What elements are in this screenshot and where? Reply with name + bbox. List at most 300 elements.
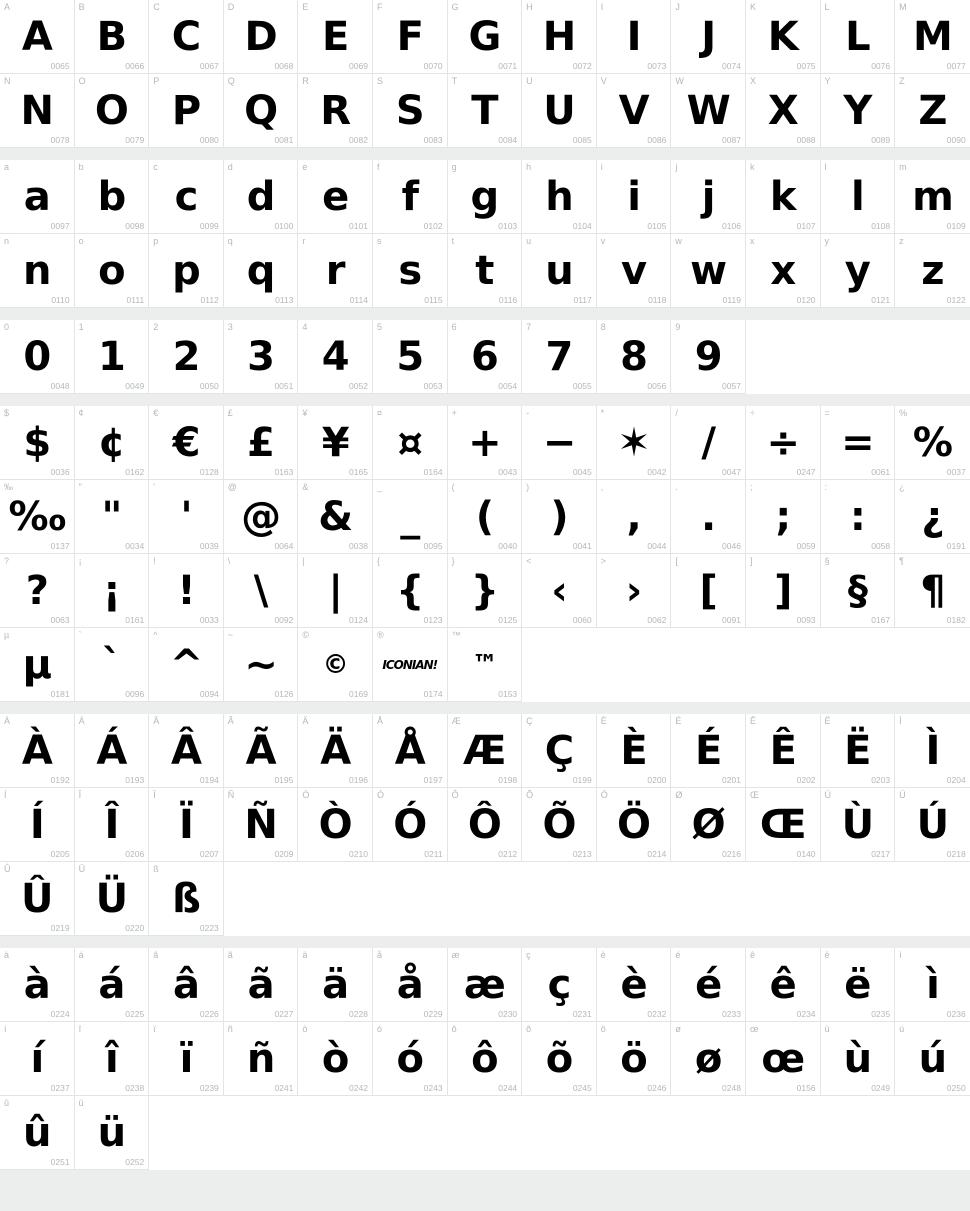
glyph-preview: ' — [180, 493, 192, 540]
glyph-cell[interactable] — [224, 406, 299, 480]
glyph-cell[interactable] — [821, 160, 896, 234]
glyph-code-label: 0251 — [50, 1157, 70, 1167]
glyph-cell[interactable] — [75, 234, 150, 308]
glyph-cell[interactable] — [75, 0, 150, 74]
glyph-cell[interactable] — [149, 948, 224, 1022]
glyph-cell[interactable] — [821, 234, 896, 308]
glyph-cell[interactable] — [522, 234, 597, 308]
glyph-cell[interactable] — [75, 628, 150, 702]
glyph-cell[interactable] — [671, 788, 746, 862]
glyph-preview: 8 — [620, 333, 647, 380]
glyph-preview: ¤ — [397, 419, 422, 466]
glyph-code-label: 0167 — [871, 615, 891, 625]
glyph-code-label: 0212 — [498, 849, 518, 859]
glyph-code-label: 0193 — [125, 775, 145, 785]
glyph-code-label: 0228 — [349, 1009, 368, 1019]
glyph-char-label: ä — [302, 950, 308, 960]
glyph-cell[interactable] — [0, 788, 75, 862]
glyph-char-label: L — [824, 2, 830, 12]
glyph-cell[interactable] — [149, 788, 224, 862]
glyph-cell[interactable] — [821, 406, 896, 480]
glyph-cell[interactable] — [671, 406, 746, 480]
glyph-cell[interactable] — [746, 74, 821, 148]
glyph-cell[interactable] — [522, 788, 597, 862]
glyph-cell[interactable] — [821, 788, 896, 862]
glyph-cell[interactable] — [298, 320, 373, 394]
glyph-cell[interactable] — [75, 480, 150, 554]
glyph-cell[interactable] — [224, 74, 299, 148]
glyph-cell[interactable] — [224, 234, 299, 308]
glyph-cell[interactable] — [522, 406, 597, 480]
glyph-cell[interactable] — [671, 1022, 746, 1096]
glyph-cell[interactable] — [373, 480, 448, 554]
glyph-cell[interactable] — [597, 1022, 672, 1096]
glyph-cell[interactable] — [75, 160, 150, 234]
glyph-cell[interactable] — [746, 160, 821, 234]
glyph-cell[interactable] — [149, 74, 224, 148]
glyph-preview: ø — [694, 1035, 722, 1082]
glyph-char-label: ' — [153, 482, 155, 492]
glyph-cell[interactable] — [895, 948, 970, 1022]
glyph-cell[interactable] — [298, 74, 373, 148]
glyph-cell[interactable] — [448, 628, 523, 702]
glyph-cell[interactable] — [224, 160, 299, 234]
glyph-cell[interactable] — [0, 320, 75, 394]
glyph-cell[interactable] — [298, 234, 373, 308]
glyph-char-label: U — [526, 76, 533, 86]
glyph-preview: Ü — [95, 875, 128, 922]
glyph-code-label: 0121 — [871, 295, 891, 305]
glyph-cell[interactable] — [149, 320, 224, 394]
glyph-char-label: ú — [899, 1024, 905, 1034]
glyph-code-label: 0119 — [722, 295, 741, 305]
glyph-preview: û — [23, 1109, 51, 1156]
glyph-cell[interactable] — [0, 714, 75, 788]
glyph-preview: € — [172, 419, 200, 466]
glyph-cell[interactable] — [149, 406, 224, 480]
glyph-cell[interactable] — [895, 1022, 970, 1096]
glyph-cell[interactable] — [0, 406, 75, 480]
glyph-char-label: Å — [376, 716, 383, 726]
glyph-cell[interactable] — [298, 948, 373, 1022]
glyph-char-label: Ë — [824, 716, 831, 726]
glyph-preview: Á — [96, 727, 127, 774]
glyph-preview: 4 — [321, 333, 349, 380]
glyph-char-label: t — [451, 236, 455, 246]
glyph-cell[interactable] — [0, 1022, 75, 1096]
glyph-char-label: | — [302, 556, 305, 566]
glyph-code-label: 0059 — [796, 541, 816, 551]
glyph-preview: Å — [394, 727, 425, 774]
glyph-char-label: + — [451, 408, 457, 418]
glyph-char-label: î — [78, 1024, 82, 1034]
glyph-cell[interactable] — [448, 74, 523, 148]
glyph-code-label: 0061 — [871, 467, 891, 477]
glyph-code-label: 0249 — [871, 1083, 891, 1093]
glyph-cell[interactable] — [522, 160, 597, 234]
glyph-cell[interactable] — [821, 0, 896, 74]
glyph-cell[interactable] — [522, 320, 597, 394]
glyph-cell[interactable] — [821, 554, 896, 628]
glyph-cell[interactable] — [373, 0, 448, 74]
glyph-char-label: " — [78, 482, 82, 492]
glyph-code-label: 0062 — [647, 615, 667, 625]
glyph-preview: + — [468, 419, 501, 466]
glyph-cell[interactable] — [149, 480, 224, 554]
glyph-cell[interactable] — [821, 948, 896, 1022]
glyph-char-label: € — [153, 408, 159, 418]
glyph-cell[interactable] — [746, 714, 821, 788]
glyph-preview: ? — [25, 567, 48, 614]
glyph-cell[interactable] — [0, 480, 75, 554]
glyph-cell[interactable] — [597, 234, 672, 308]
glyph-cell[interactable] — [522, 554, 597, 628]
glyph-code-label: 0079 — [125, 135, 145, 145]
glyph-preview: x — [770, 247, 796, 294]
glyph-cell[interactable] — [448, 0, 523, 74]
glyph-cell[interactable] — [298, 1022, 373, 1096]
glyph-cell[interactable] — [149, 1022, 224, 1096]
glyph-cell[interactable] — [298, 788, 373, 862]
glyph-preview: V — [618, 87, 649, 134]
glyph-cell[interactable] — [746, 0, 821, 74]
glyph-cell[interactable] — [373, 788, 448, 862]
glyph-cell[interactable] — [75, 320, 150, 394]
glyph-char-label: Ò — [302, 790, 310, 800]
glyph-cell[interactable] — [298, 0, 373, 74]
glyph-code-label: 0229 — [423, 1009, 443, 1019]
glyph-cell[interactable] — [895, 234, 970, 308]
glyph-preview: © — [322, 649, 348, 680]
glyph-cell[interactable] — [671, 714, 746, 788]
glyph-preview: Ò — [318, 801, 352, 848]
glyph-code-label: 0252 — [125, 1157, 145, 1167]
glyph-cell[interactable] — [224, 628, 299, 702]
glyph-block-lowercase-latin — [0, 160, 970, 308]
glyph-cell[interactable] — [298, 554, 373, 628]
glyph-cell[interactable] — [373, 714, 448, 788]
glyph-char-label: õ — [526, 1024, 532, 1034]
glyph-cell[interactable] — [448, 320, 523, 394]
glyph-preview: % — [912, 419, 952, 466]
glyph-code-label: 0116 — [498, 295, 518, 305]
glyph-cell[interactable] — [895, 554, 970, 628]
glyph-cell[interactable] — [224, 320, 299, 394]
glyph-char-label: b — [78, 162, 84, 172]
glyph-cell[interactable] — [597, 714, 672, 788]
glyph-cell[interactable] — [671, 74, 746, 148]
glyph-code-label: 0126 — [274, 689, 294, 699]
glyph-code-label: 0181 — [50, 689, 70, 699]
glyph-preview: î — [105, 1035, 118, 1082]
glyph-cell[interactable] — [149, 862, 224, 936]
glyph-code-label: 0196 — [349, 775, 368, 785]
glyph-cell[interactable] — [149, 714, 224, 788]
glyph-char-label: â — [153, 950, 159, 960]
glyph-char-label: H — [526, 2, 533, 12]
glyph-cell[interactable] — [298, 714, 373, 788]
glyph-char-label: = — [824, 408, 830, 418]
glyph-char-label: ï — [153, 1024, 156, 1034]
glyph-cell[interactable] — [75, 862, 150, 936]
glyph-cell[interactable] — [597, 948, 672, 1022]
glyph-preview: J — [701, 13, 716, 60]
glyph-code-label: 0055 — [572, 381, 592, 391]
glyph-cell[interactable] — [149, 234, 224, 308]
glyph-preview: X — [767, 87, 798, 134]
glyph-cell[interactable] — [373, 628, 448, 702]
glyph-char-label: 6 — [451, 322, 457, 332]
glyph-cell[interactable] — [373, 406, 448, 480]
glyph-cell[interactable] — [448, 480, 523, 554]
glyph-preview: á — [98, 961, 125, 1008]
glyph-cell[interactable] — [373, 1022, 448, 1096]
glyph-char-label: ¶ — [899, 556, 904, 566]
glyph-cell[interactable] — [224, 1022, 299, 1096]
glyph-code-label: 0099 — [199, 221, 219, 231]
glyph-cell[interactable] — [298, 628, 373, 702]
glyph-cell[interactable] — [75, 74, 150, 148]
glyph-preview: 3 — [247, 333, 274, 380]
glyph-preview: å — [396, 961, 423, 1008]
glyph-preview: ¡ — [102, 567, 121, 614]
glyph-cell[interactable] — [448, 788, 523, 862]
glyph-cell[interactable] — [448, 1022, 523, 1096]
glyph-cell[interactable] — [0, 628, 75, 702]
glyph-cell[interactable] — [448, 234, 523, 308]
glyph-cell[interactable] — [149, 160, 224, 234]
glyph-cell[interactable] — [597, 406, 672, 480]
glyph-cell[interactable] — [75, 1096, 150, 1170]
glyph-char-label: @ — [227, 482, 237, 492]
glyph-cell[interactable] — [224, 0, 299, 74]
glyph-cell[interactable] — [671, 948, 746, 1022]
glyph-preview: k — [769, 173, 796, 220]
glyph-cell[interactable] — [448, 948, 523, 1022]
glyph-cell[interactable] — [671, 480, 746, 554]
glyph-preview: T — [471, 87, 498, 134]
glyph-cell[interactable] — [671, 234, 746, 308]
glyph-cell[interactable] — [597, 0, 672, 74]
glyph-char-label: Ê — [749, 716, 756, 726]
glyph-cell[interactable] — [821, 74, 896, 148]
glyph-char-label: G — [451, 2, 459, 12]
glyph-code-label: 0056 — [647, 381, 667, 391]
glyph-cell[interactable] — [224, 714, 299, 788]
glyph-block-symbols-and-punctuation — [0, 406, 970, 702]
glyph-cell[interactable] — [75, 714, 150, 788]
glyph-block-uppercase-latin — [0, 0, 970, 148]
glyph-preview: Œ — [759, 801, 806, 848]
glyph-char-label: 8 — [600, 322, 606, 332]
glyph-cell[interactable] — [895, 160, 970, 234]
glyph-cell[interactable] — [0, 554, 75, 628]
glyph-cell[interactable] — [224, 788, 299, 862]
glyph-preview: C — [171, 13, 201, 60]
glyph-char-label: ® — [376, 630, 384, 640]
glyph-cell[interactable] — [597, 788, 672, 862]
glyph-cell[interactable] — [448, 554, 523, 628]
glyph-code-label: 0074 — [722, 61, 741, 71]
glyph-char-label: ù — [824, 1024, 830, 1034]
glyph-cell[interactable] — [448, 160, 523, 234]
glyph-preview: ¥ — [321, 419, 349, 466]
glyph-code-label: 0098 — [125, 221, 145, 231]
glyph-char-label: 7 — [526, 322, 532, 332]
glyph-cell[interactable] — [75, 948, 150, 1022]
glyph-cell[interactable] — [149, 554, 224, 628]
glyph-cell[interactable] — [821, 714, 896, 788]
glyph-char-label: Û — [4, 864, 11, 874]
glyph-char-label: Ù — [824, 790, 832, 800]
glyph-cell[interactable] — [0, 862, 75, 936]
glyph-code-label: 0033 — [199, 615, 219, 625]
glyph-cell[interactable] — [895, 480, 970, 554]
glyph-code-label: 0070 — [423, 61, 443, 71]
glyph-cell[interactable] — [746, 406, 821, 480]
glyph-cell[interactable] — [671, 160, 746, 234]
glyph-cell[interactable] — [373, 234, 448, 308]
glyph-code-label: 0231 — [572, 1009, 592, 1019]
glyph-cell[interactable] — [597, 480, 672, 554]
glyph-cell[interactable] — [224, 948, 299, 1022]
glyph-cell[interactable] — [298, 160, 373, 234]
glyph-cell[interactable] — [149, 628, 224, 702]
glyph-cell[interactable] — [373, 948, 448, 1022]
glyph-preview: › — [625, 567, 642, 614]
glyph-cell[interactable] — [448, 406, 523, 480]
glyph-preview: d — [246, 173, 275, 220]
glyph-code-label: 0091 — [722, 615, 741, 625]
glyph-cell[interactable] — [224, 554, 299, 628]
glyph-cell[interactable] — [895, 406, 970, 480]
glyph-cell[interactable] — [149, 0, 224, 74]
glyph-code-label: 0058 — [871, 541, 891, 551]
glyph-cell[interactable] — [0, 0, 75, 74]
glyph-preview: g — [470, 173, 499, 220]
glyph-cell[interactable] — [373, 74, 448, 148]
glyph-preview: a — [23, 173, 50, 220]
glyph-cell[interactable] — [895, 788, 970, 862]
glyph-cell[interactable] — [671, 554, 746, 628]
glyph-char-label: , — [600, 482, 604, 492]
glyph-cell[interactable] — [597, 74, 672, 148]
glyph-preview: 9 — [694, 333, 722, 380]
glyph-char-label: Z — [899, 76, 905, 86]
glyph-cell[interactable] — [746, 948, 821, 1022]
glyph-cell[interactable] — [298, 480, 373, 554]
glyph-char-label: Ú — [899, 790, 906, 800]
glyph-cell[interactable] — [821, 480, 896, 554]
glyph-char-label: 5 — [376, 322, 382, 332]
glyph-cell[interactable] — [671, 0, 746, 74]
glyph-char-label: V — [600, 76, 607, 86]
glyph-cell[interactable] — [0, 234, 75, 308]
glyph-preview: ~ — [244, 641, 277, 688]
glyph-cell[interactable] — [522, 74, 597, 148]
glyph-char-label: Y — [824, 76, 831, 86]
glyph-code-label: 0065 — [50, 61, 70, 71]
glyph-cell[interactable] — [746, 554, 821, 628]
glyph-cell[interactable] — [522, 714, 597, 788]
glyph-cell[interactable] — [522, 480, 597, 554]
glyph-cell[interactable] — [298, 406, 373, 480]
glyph-char-label: ] — [749, 556, 753, 566]
glyph-char-label: í — [4, 1024, 7, 1034]
glyph-char-label: û — [4, 1098, 10, 1108]
glyph-code-label: 0060 — [572, 615, 592, 625]
glyph-code-label: 0204 — [946, 775, 966, 785]
glyph-preview: , — [626, 493, 641, 540]
glyph-preview: t — [475, 247, 494, 294]
glyph-cell[interactable] — [821, 1022, 896, 1096]
glyph-cell[interactable] — [895, 74, 970, 148]
glyph-char-label: ê — [749, 950, 755, 960]
glyph-cell[interactable] — [75, 554, 150, 628]
glyph-cell[interactable] — [75, 406, 150, 480]
glyph-char-label: > — [600, 556, 607, 566]
glyph-preview: ç — [547, 961, 571, 1008]
glyph-cell[interactable] — [75, 788, 150, 862]
glyph-cell[interactable] — [895, 0, 970, 74]
glyph-code-label: 0102 — [423, 221, 443, 231]
glyph-cell[interactable] — [597, 160, 672, 234]
glyph-cell[interactable] — [0, 74, 75, 148]
glyph-char-label: ‰ — [4, 482, 13, 492]
glyph-cell[interactable] — [895, 714, 970, 788]
glyph-cell[interactable] — [373, 160, 448, 234]
glyph-cell[interactable] — [597, 554, 672, 628]
glyph-cell[interactable] — [373, 320, 448, 394]
glyph-preview: j — [701, 173, 715, 220]
glyph-char-label: P — [153, 76, 160, 86]
glyph-cell[interactable] — [746, 480, 821, 554]
glyph-code-label: 0192 — [50, 775, 70, 785]
glyph-char-label: ò — [302, 1024, 308, 1034]
glyph-cell[interactable] — [522, 0, 597, 74]
glyph-code-label: 0125 — [498, 615, 518, 625]
glyph-char-label: C — [153, 2, 160, 12]
glyph-code-label: 0227 — [274, 1009, 294, 1019]
glyph-cell[interactable] — [746, 1022, 821, 1096]
glyph-code-label: 0123 — [423, 615, 443, 625]
glyph-cell[interactable] — [373, 554, 448, 628]
glyph-preview: œ — [761, 1035, 805, 1082]
glyph-char-label: D — [227, 2, 235, 12]
glyph-code-label: 0197 — [423, 775, 443, 785]
glyph-cell[interactable] — [0, 1096, 75, 1170]
glyph-preview: { — [396, 567, 424, 614]
glyph-cell[interactable] — [522, 948, 597, 1022]
glyph-code-label: 0202 — [796, 775, 816, 785]
glyph-cell[interactable] — [522, 1022, 597, 1096]
glyph-preview: D — [244, 13, 277, 60]
glyph-cell[interactable] — [597, 320, 672, 394]
glyph-cell[interactable] — [0, 160, 75, 234]
glyph-code-label: 0089 — [871, 135, 891, 145]
glyph-cell[interactable] — [746, 788, 821, 862]
glyph-cell[interactable] — [224, 480, 299, 554]
glyph-cell[interactable] — [75, 1022, 150, 1096]
glyph-cell[interactable] — [448, 714, 523, 788]
glyph-preview: Q — [244, 87, 278, 134]
glyph-cell[interactable] — [746, 234, 821, 308]
glyph-preview: É — [694, 727, 722, 774]
glyph-cell[interactable] — [671, 320, 746, 394]
glyph-code-label: 0039 — [199, 541, 219, 551]
glyph-cell[interactable] — [0, 948, 75, 1022]
glyph-code-label: 0236 — [946, 1009, 966, 1019]
